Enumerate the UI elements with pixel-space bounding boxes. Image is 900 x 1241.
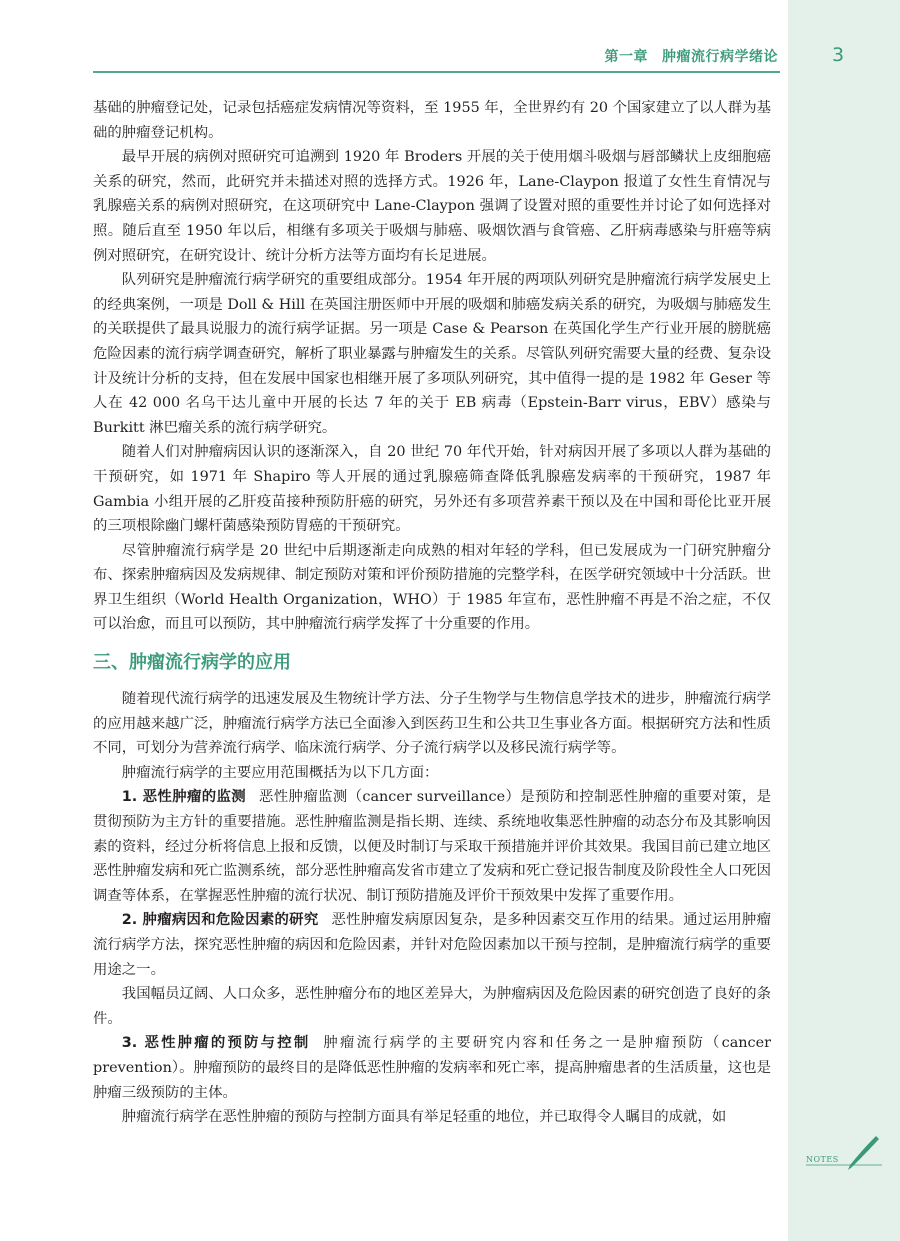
item-text: 恶性肿瘤监测（cancer surveillance）是预防和控制恶性肿瘤的重要对策，是贯彻预防为主方针的重要措施。恶性肿瘤监测是指长期、连续、系统地收集恶性肿瘤的动态分布及其影响因素的资料，经过分析将信息上报和反馈，以便及时制订与采取干预措施并评价其效果。我国目前已建立地区恶性肿瘤发病和死亡监测系统，部分恶性肿瘤高发省市建立了发病和死亡登记报告制度及阶段性全人口死因调查等体系，在掌握恶性肿瘤的流行状况、制订预防措施及评价干预效果中发挥了重要作用。: [93, 789, 771, 904]
paragraph: 肿瘤流行病学的主要应用范围概括为以下几方面：: [121, 764, 439, 781]
margin-notes-strip: [788, 0, 900, 1241]
item-text: 肿瘤流行病学的主要研究内容和任务之一是肿瘤预防（cancer prevention）。肿瘤预防的最终目的是降低恶性肿瘤的发病率和死亡率，提高肿瘤患者的生活质量，这也是肿瘤三级预防的主体。: [93, 1035, 771, 1101]
pen-icon: [806, 1132, 882, 1172]
item-text: 恶性肿瘤发病原因复杂，是多种因素交互作用的结果。通过运用肿瘤流行病学方法，探究恶性肿瘤的病因和危险因素，并针对危险因素加以干预与控制，是肿瘤流行病学的重要用途之一。: [93, 912, 771, 978]
paragraph: 肿瘤流行病学在恶性肿瘤的预防与控制方面具有举足轻重的地位，并已取得令人瞩目的成就，如: [121, 1109, 727, 1126]
paragraph: 基础的肿瘤登记处，记录包括癌症发病情况等资料，至 1955 年，全世界约有 20 个国家建立了以人群为基础的肿瘤登记机构。: [93, 100, 771, 141]
page-number: 3: [832, 44, 845, 66]
paragraph: 队列研究是肿瘤流行病学研究的重要组成部分。1954 年开展的两项队列研究是肿瘤流行病学发展史上的经典案例，一项是 Doll & Hill 在英国注册医师中开展的吸烟和肺癌发病关系的研究，为吸烟与肺癌发生的关联提供了最具说服力的流行病学证据。另一项是 Case & Pearson 在英国化学生产行业开展的膀胱癌危险因素的流行病学调查研究，解析了职业暴露与肿瘤发生的关系。尽管队列研究需要大量的经费、复杂设计及统计分析的支持，但在发展中国家也相继开展了多项队列研究，其中值得一提的是 1982 年 Geser 等人在 42 000 名乌干达儿童中开展的长达 7 年的关于 EB 病毒（Epstein-Barr virus，EBV）感染与 Burkitt 淋巴瘤关系的流行病学研究。: [93, 272, 771, 436]
body-text: [93, 96, 771, 1130]
paragraph: 我国幅员辽阔、人口众多，恶性肿瘤分布的地区差异大，为肿瘤病因及危险因素的研究创造了良好的条件。: [93, 986, 771, 1027]
list-item: [93, 785, 771, 908]
chapter-title: 肿瘤流行病学绪论: [662, 49, 778, 65]
running-header: [605, 46, 779, 66]
item-label: 2. 肿瘤病因和危险因素的研究: [121, 912, 319, 929]
paragraph: 尽管肿瘤流行病学是 20 世纪中后期逐渐走向成熟的相对年轻的学科，但已发展成为一门研究肿瘤分布、探索肿瘤病因及发病规律、制定预防对策和评价预防措施的完整学科，在医学研究领域中十分活跃。世界卫生组织（World Health Organization，WHO）于 1985 年宣布，恶性肿瘤不再是不治之症，不仅可以治愈，而且可以预防，其中肿瘤流行病学发挥了十分重要的作用。: [93, 542, 771, 633]
list-item: [93, 908, 771, 982]
notes-label: NOTES: [806, 1155, 839, 1164]
item-label: 1. 恶性肿瘤的监测: [121, 789, 247, 806]
section-heading: 三、肿瘤流行病学的应用: [93, 652, 291, 674]
paragraph: 最早开展的病例对照研究可追溯到 1920 年 Broders 开展的关于使用烟斗吸烟与唇部鳞状上皮细胞癌关系的研究，然而，此研究并未描述对照的选择方式。1926 年，Lane-Claypon 报道了女性生育情况与乳腺癌关系的病例对照研究，在这项研究中 Lane-Claypon 强调了设置对照的重要性并讨论了如何选择对照。随后直至 1950 年以后，相继有多项关于吸烟与肺癌、吸烟饮酒与食管癌、乙肝病毒感染与肝癌等病例对照研究，在研究设计、统计分析方法等方面均有长足进展。: [93, 149, 771, 264]
header-rule: [93, 71, 780, 73]
paragraph: 随着现代流行病学的迅速发展及生物统计学方法、分子生物学与生物信息学技术的进步，肿瘤流行病学的应用越来越广泛，肿瘤流行病学方法已全面渗入到医药卫生和公共卫生事业各方面。根据研究方法和性质不同，可划分为营养流行病学、临床流行病学、分子流行病学以及移民流行病学等。: [93, 691, 771, 757]
paragraph: 随着人们对肿瘤病因认识的逐渐深入，自 20 世纪 70 年代开始，针对病因开展了多项以人群为基础的干预研究，如 1971 年 Shapiro 等人开展的通过乳腺癌筛查降低乳腺癌发病率的干预研究，1987 年 Gambia 小组开展的乙肝疫苗接种预防肝癌的研究，另外还有多项营养素干预以及在中国和哥伦比亚开展的三项根除幽门螺杆菌感染预防胃癌的干预研究。: [93, 444, 771, 535]
item-label: 3. 恶性肿瘤的预防与控制: [121, 1035, 311, 1052]
notes-badge: [806, 1132, 882, 1172]
list-item: [93, 1031, 771, 1105]
chapter-label: 第一章: [604, 49, 648, 65]
